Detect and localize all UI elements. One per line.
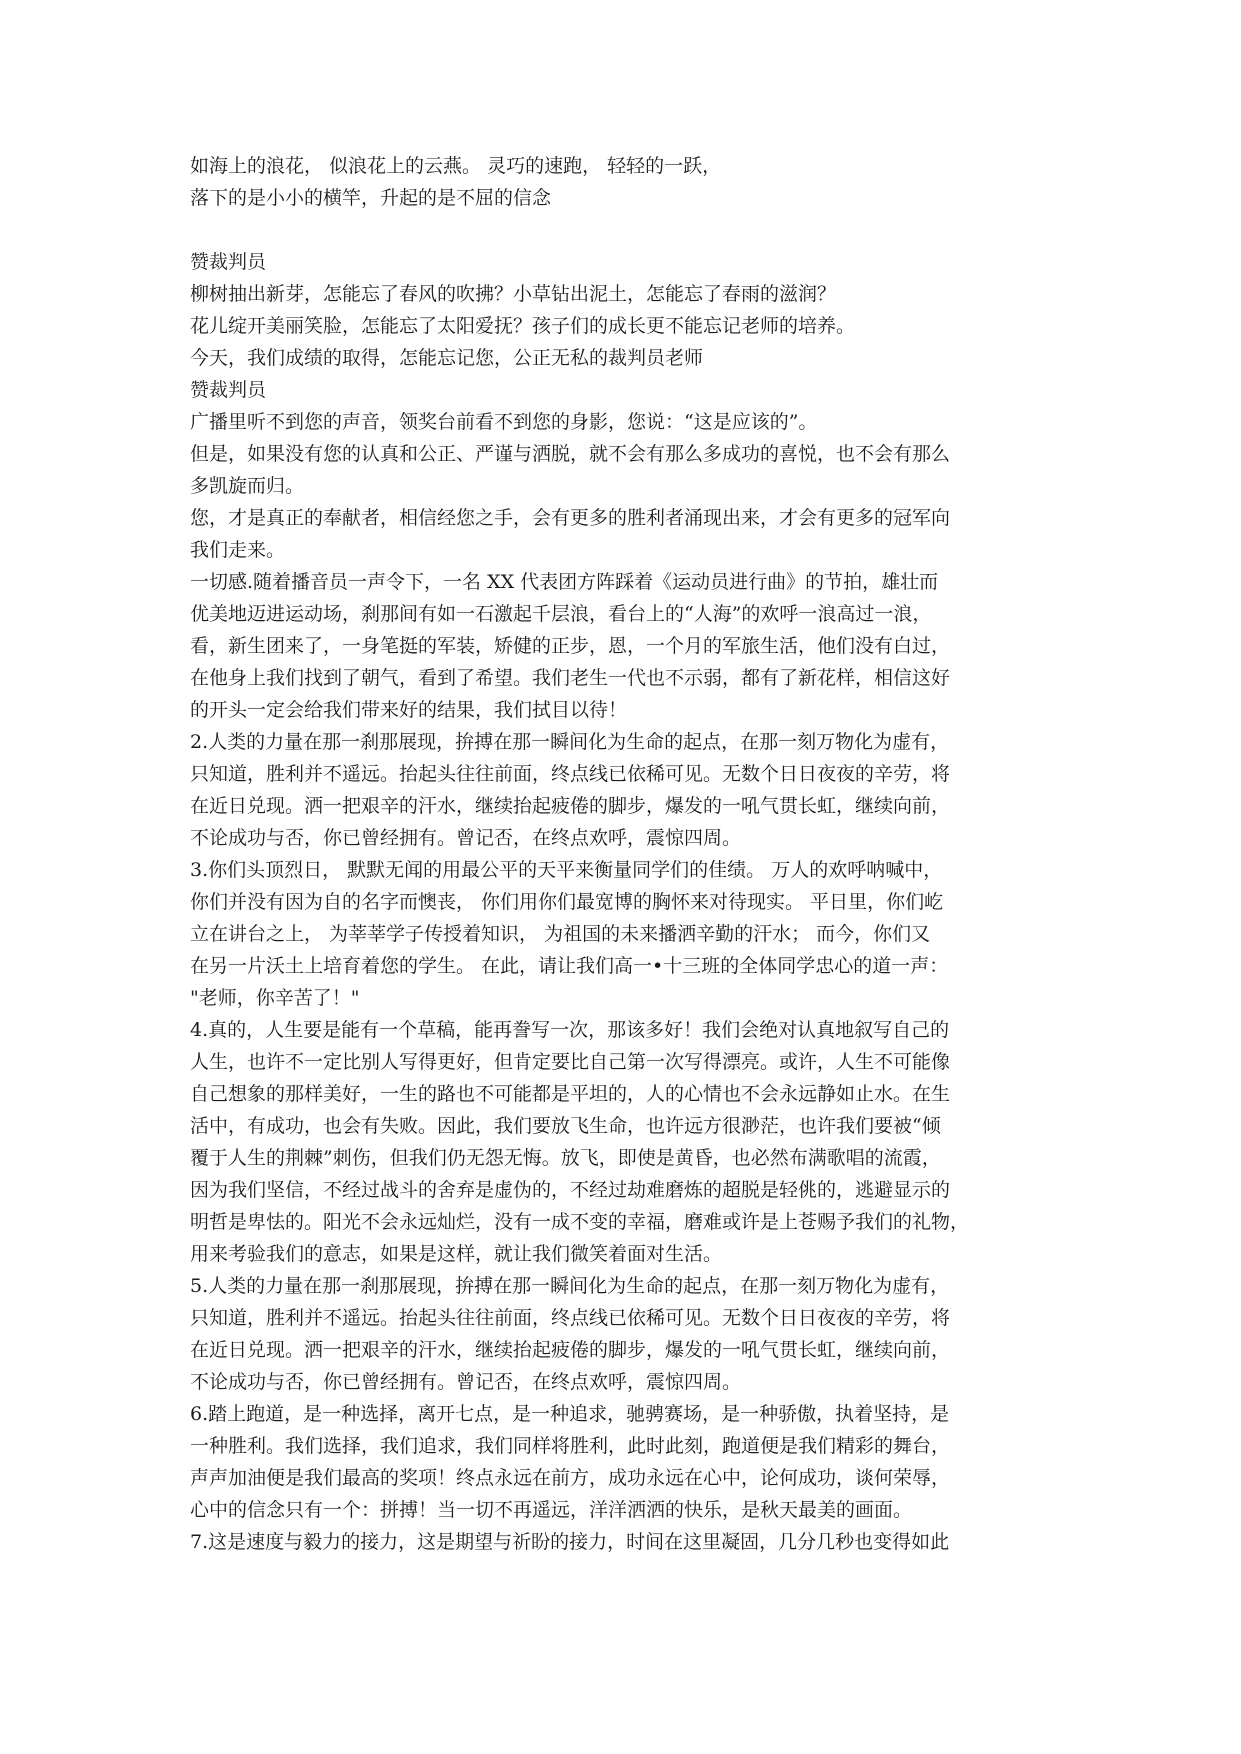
text-line: 柳树抽出新芽，怎能忘了春风的吹拂？小草钻出泥土，怎能忘了春雨的滋润？ (190, 283, 837, 305)
text-line: 在近日兑现。洒一把艰辛的汗水，继续抬起疲倦的脚步，爆发的一吼气贯长虹，继续向前， (190, 795, 951, 817)
text-line: 7.这是速度与毅力的接力，这是期望与祈盼的接力，时间在这里凝固，几分几秒也变得如此 (190, 1531, 950, 1553)
text-line: 3.你们头顶烈日， 默默无闻的用最公平的天平来衡量同学们的佳绩。 万人的欢呼呐喊中， (190, 859, 943, 881)
text-line: 只知道，胜利并不遥远。抬起头往往前面，终点线已依稀可见。无数个日日夜夜的辛劳，将 (190, 763, 951, 785)
text-line: 花儿绽开美丽笑脸，怎能忘了太阳爱抚？孩子们的成长更不能忘记老师的培养。 (190, 315, 856, 337)
text-line: 如海上的浪花， 似浪花上的云燕。 灵巧的速跑， 轻轻的一跃， (190, 155, 722, 177)
text-line: "老师，你辛苦了！" (190, 987, 360, 1009)
text-line: 在另一片沃土上培育着您的学生。 在此，请让我们高一•十三班的全体同学忠心的道一声： (190, 955, 949, 977)
text-line: 看，新生团来了，一身笔挺的军装，矫健的正步，恩，一个月的军旅生活，他们没有白过， (190, 635, 951, 657)
text-line: 2.人类的力量在那一刹那展现，拚搏在那一瞬间化为生命的起点，在那一刻万物化为虚有， (190, 731, 950, 753)
text-line: 广播里听不到您的声音，领奖台前看不到您的身影，您说：“这是应该的”。 (190, 411, 818, 433)
text-line: 但是，如果没有您的认真和公正、严谨与洒脱，就不会有那么多成功的喜悦，也不会有那么 (190, 443, 951, 465)
text-line: 一种胜利。我们选择，我们追求，我们同样将胜利，此时此刻，跑道便是我们精彩的舞台， (190, 1435, 951, 1457)
text-line: 明哲是卑怯的。阳光不会永远灿烂，没有一成不变的幸福，磨难或许是上苍赐予我们的礼物， (190, 1211, 970, 1233)
text-line: 因为我们坚信，不经过战斗的舍弃是虚伪的，不经过劫难磨炼的超脱是轻佻的，逃避显示的 (190, 1179, 951, 1201)
text-line: 不论成功与否，你已曾经拥有。曾记否，在终点欢呼，震惊四周。 (190, 827, 742, 849)
text-line: 今天，我们成绩的取得，怎能忘记您，公正无私的裁判员老师 (190, 347, 704, 369)
text-line: 的开头一定会给我们带来好的结果，我们拭目以待！ (190, 699, 628, 721)
text-line: 6.踏上跑道，是一种选择，离开七点，是一种追求，驰骋赛场，是一种骄傲，执着坚持，是 (190, 1403, 950, 1425)
text-line: 在近日兑现。洒一把艰辛的汗水，继续抬起疲倦的脚步，爆发的一吼气贯长虹，继续向前， (190, 1339, 951, 1361)
text-line: 在他身上我们找到了朝气，看到了希望。我们老生一代也不示弱，都有了新花样，相信这好 (190, 667, 951, 689)
text-line: 你们并没有因为自的名字而懊丧， 你们用你们最宽博的胸怀来对待现实。 平日里，你们屹 (190, 891, 944, 913)
blank-line (190, 214, 1070, 246)
text-line: 人生，也许不一定比别人写得更好，但肯定要比自己第一次写得漂亮。或许，人生不可能像 (190, 1051, 951, 1073)
text-line: 不论成功与否，你已曾经拥有。曾记否，在终点欢呼，震惊四周。 (190, 1371, 742, 1393)
text-line: 赞裁判员 (190, 251, 267, 273)
text-line: 心中的信念只有一个：拼搏！当一切不再遥远，洋洋洒洒的快乐，是秋天最美的画面。 (190, 1499, 913, 1521)
text-line: 您，才是真正的奉献者，相信经您之手，会有更多的胜利者涌现出来，才会有更多的冠军向 (190, 507, 951, 529)
text-line: 一切感.随着播音员一声令下，一名 XX 代表团方阵踩着《运动员进行曲》的节拍，雄壮而 (190, 571, 939, 593)
text-line: 赞裁判员 (190, 379, 267, 401)
text-line: 多凯旋而归。 (190, 475, 305, 497)
text-line: 用来考验我们的意志，如果是这样，就让我们微笑着面对生活。 (190, 1243, 723, 1265)
document-body (190, 150, 1070, 1558)
text-line: 优美地迈进运动场，刹那间有如一石激起千层浪，看台上的“人海”的欢呼一浪高过一浪， (190, 603, 932, 625)
text-line: 活中，有成功，也会有失败。因此，我们要放飞生命，也许远方很渺茫，也许我们要被“倾 (190, 1115, 941, 1137)
text-line: 覆于人生的荆棘”刺伤，但我们仍无怨无悔。放飞，即使是黄昏，也必然布满歌唱的流霞， (190, 1147, 941, 1169)
text-line: 自己想象的那样美好，一生的路也不可能都是平坦的，人的心情也不会永远静如止水。在生 (190, 1083, 951, 1105)
text-line: 5.人类的力量在那一刹那展现，拚搏在那一瞬间化为生命的起点，在那一刻万物化为虚有， (190, 1275, 950, 1297)
text-line: 声声加油便是我们最高的奖项！终点永远在前方，成功永远在心中，论何成功，谈何荣辱， (190, 1467, 951, 1489)
text-line: 4.真的，人生要是能有一个草稿，能再誊写一次，那该多好！我们会绝对认真地叙写自己的 (190, 1019, 950, 1041)
text-line: 我们走来。 (190, 539, 286, 561)
text-line: 落下的是小小的横竿，升起的是不屈的信念 (190, 187, 552, 209)
text-line: 只知道，胜利并不遥远。抬起头往往前面，终点线已依稀可见。无数个日日夜夜的辛劳，将 (190, 1307, 951, 1329)
text-line: 立在讲台之上， 为莘莘学子传授着知识， 为祖国的未来播洒辛勤的汗水； 而今，你们又 (190, 923, 931, 945)
